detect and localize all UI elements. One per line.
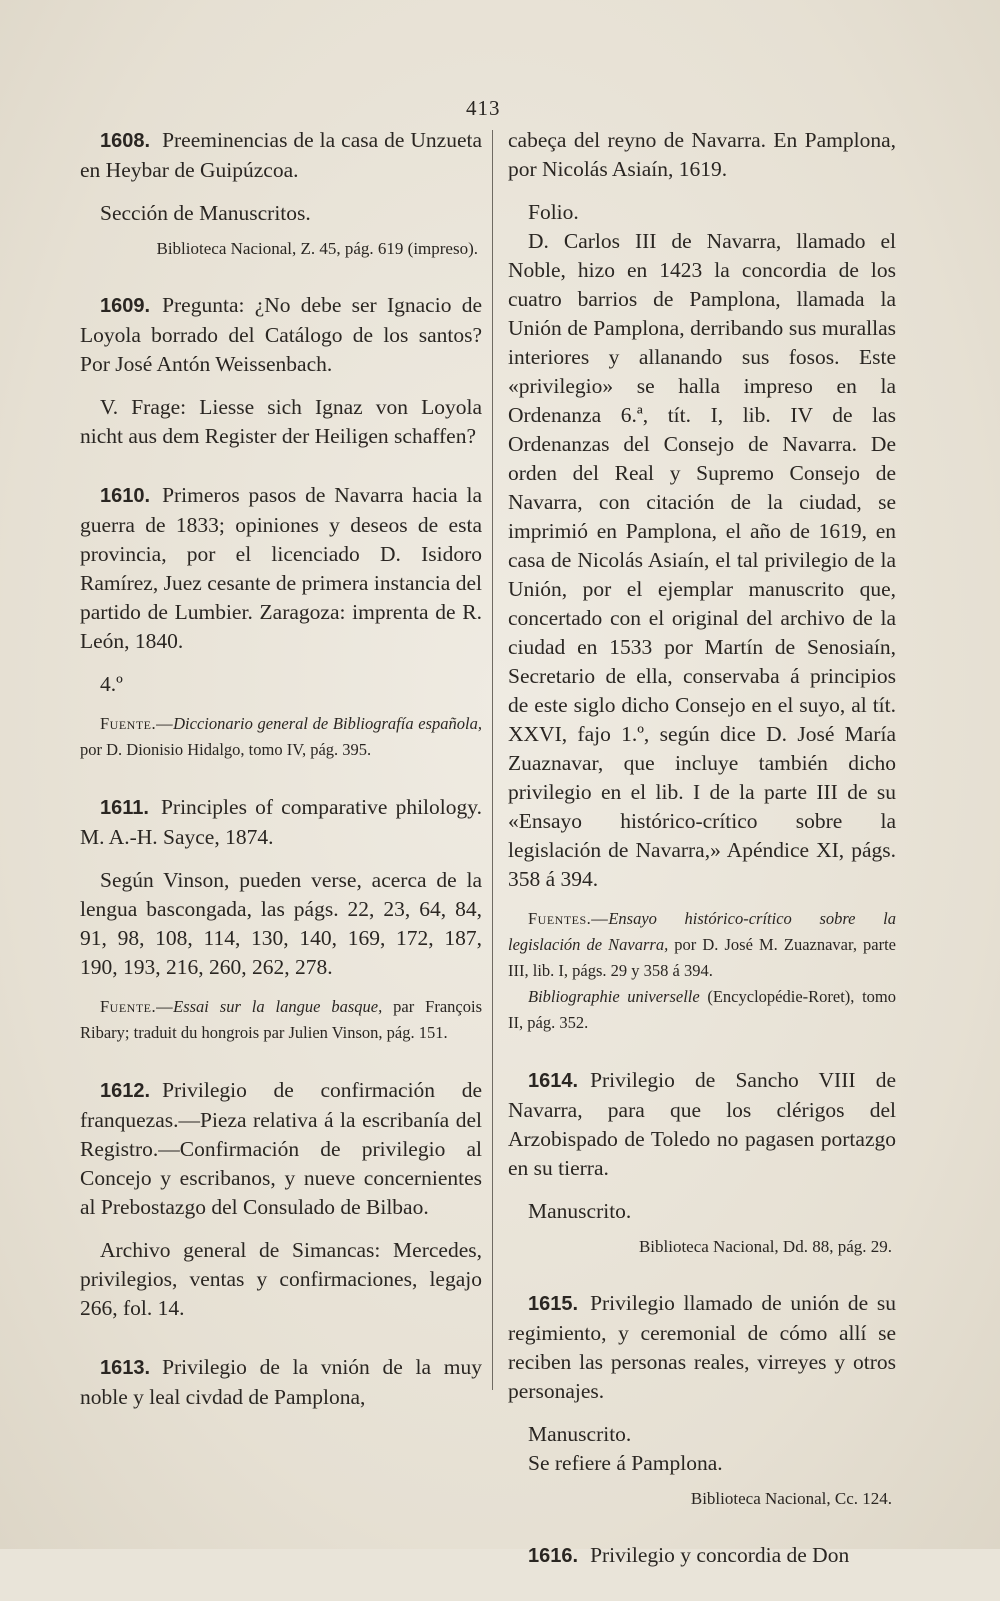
source-label: Fuente.—: [100, 997, 174, 1016]
entry-1613: [80, 1353, 482, 1412]
source-details: por D. Dionisio Hidalgo, tomo IV, pág. 395.: [80, 740, 372, 759]
entry-format: 4.º: [100, 672, 123, 696]
entry-format: Folio.: [528, 200, 579, 224]
entry-type: Manuscrito.: [528, 1199, 632, 1223]
source-work: Essai sur la langue basque,: [173, 997, 383, 1016]
entry-source: [80, 994, 482, 1046]
source-label: Fuente.—: [100, 714, 174, 733]
entry-number: 1613.: [100, 1357, 151, 1379]
source-work: Bibliographie universelle: [528, 987, 700, 1006]
entry-number: 1616.: [528, 1545, 579, 1567]
entry-section: Sección de Manuscritos.: [100, 201, 311, 225]
entry-reference: Biblioteca Nacional, Z. 45, pág. 619 (impreso).: [156, 239, 478, 258]
entry-1610: [80, 481, 482, 763]
right-column: [508, 126, 896, 1601]
entry-1611: [80, 793, 482, 1046]
source-label: Fuentes.—: [528, 909, 609, 928]
entry-title: Privilegio de Sancho VIII de Navarra, para que los clérigos del Arzobispado de Toledo no pagasen portazgo en su tierra.: [508, 1068, 896, 1180]
entry-source: [80, 711, 482, 763]
entry-title: Pregunta: ¿No debe ser Ignacio de Loyola borrado del Catálogo de los santos? Por José Antón Weissenbach.: [80, 293, 482, 376]
entry-archive: Archivo general de Simancas: Mercedes, privilegios, ventas y confirmaciones, legajo 266, fol. 14.: [80, 1238, 482, 1320]
entry-note: Se refiere á Pamplona.: [528, 1451, 723, 1475]
entry-note: D. Carlos III de Navarra, llamado el Noble, hizo en 1423 la concordia de los cuatro barrios de Pamplona, llamada la Unión de Pamplona, derribando sus murallas interiores y allanando sus fosos. Este «privilegio» se halla impreso en la Ordenanza 6.ª, tít. I, lib. IV de las Ordenanzas del Consejo de Navarra. De orden del Real y Supremo Consejo de Navarra, con citación de la ciudad, se imprimió en Pamplona, el año de 1619, en casa de Nicolás Asiaín, el tal privilegio de la Unión, por el ejemplar manuscrito que, concertado con el original del archivo de la ciudad en 1533 por Martín de Senosiaín, Secretario de ella, conservaba á principios de este siglo dicho Consejo en el suyo, al tít. XXVI, fajo 1.º, según dice D. José María Zuaznavar, que incluye también dicho privilegio en el lib. I de la parte III de su «Ensayo histórico-crítico sobre la legislación de Navarra,» Apéndice XI, págs. 358 á 394.: [508, 229, 896, 891]
source-details: por D. José M. Zuaznavar, parte III, lib. I, págs. 29 y 358 á 394.: [508, 935, 897, 980]
source-details: par François Ribary; traduit du hongrois par Julien Vinson, pág. 151.: [80, 997, 482, 1042]
source-work: Diccionario general de Bibliografía española,: [173, 714, 482, 733]
entry-source: [508, 906, 896, 984]
entry-title: Privilegio llamado de unión de su regimiento, y ceremonial de cómo allí se reciben las personas reales, virreyes y otros personajes.: [508, 1291, 896, 1403]
entry-1609: [80, 291, 482, 451]
entry-number: 1608.: [100, 130, 151, 152]
entry-title: Primeros pasos de Navarra hacia la guerra de 1833; opiniones y deseos de esta provincia, por el licenciado D. Isidoro Ramírez, Juez cesante de primera instancia del partido de Lumbier. Zaragoza: imprenta de R. León, 1840.: [80, 483, 482, 653]
entry-1612: [80, 1076, 482, 1323]
entry-number: 1611.: [100, 797, 149, 819]
entry-number: 1615.: [528, 1293, 579, 1315]
entry-title: Preeminencias de la casa de Unzueta en Heybar de Guipúzcoa.: [80, 128, 482, 182]
page-number: 413: [466, 96, 501, 120]
entry-original-title: V. Frage: Liesse sich Ignaz von Loyola nicht aus dem Register der Heiligen schaffen?: [80, 395, 482, 448]
entry-1615: [508, 1289, 896, 1511]
entry-1613-continued: [508, 126, 896, 1036]
entry-reference: Biblioteca Nacional, Dd. 88, pág. 29.: [638, 1237, 892, 1256]
entry-number: 1614.: [528, 1070, 579, 1092]
entry-1614: [508, 1066, 896, 1259]
entry-title-continued: cabeça del reyno de Navarra. En Pamplona, por Nicolás Asiaín, 1619.: [508, 128, 896, 181]
entry-title: Privilegio de la vnión de la muy noble y leal civdad de Pamplona,: [80, 1355, 482, 1409]
column-divider: [492, 130, 493, 1390]
entry-1616: [508, 1541, 896, 1571]
entry-type: Manuscrito.: [528, 1422, 632, 1446]
entry-title: Principles of comparative philology. M. A.-H. Sayce, 1874.: [80, 795, 482, 849]
entry-number: 1612.: [100, 1080, 151, 1102]
source-work: Ensayo histórico-crítico sobre la legislación de Navarra,: [508, 909, 896, 954]
source-details: (Encyclopédie-Roret), tomo II, pág. 352.: [508, 987, 896, 1032]
entry-1608: [80, 126, 482, 261]
entry-source-2: [508, 984, 896, 1036]
entry-reference: Biblioteca Nacional, Cc. 124.: [690, 1489, 892, 1508]
entry-title: Privilegio de confirmación de franquezas.—Pieza relativa á la escribanía del Registro.—Confirmación de privilegio al Concejo y escribanos, y nueve concernientes al Prebostazgo del Consulado de Bilbao.: [80, 1078, 482, 1219]
entry-number: 1610.: [100, 485, 151, 507]
left-column: [80, 126, 482, 1442]
entry-number: 1609.: [100, 295, 151, 317]
entry-title: Privilegio y concordia de Don: [590, 1543, 850, 1567]
entry-note: Según Vinson, pueden verse, acerca de la lengua bascongada, las págs. 22, 23, 64, 84, 91, 98, 108, 114, 130, 140, 169, 172, 187, 190, 193, 216, 260, 262, 278.: [80, 868, 482, 979]
